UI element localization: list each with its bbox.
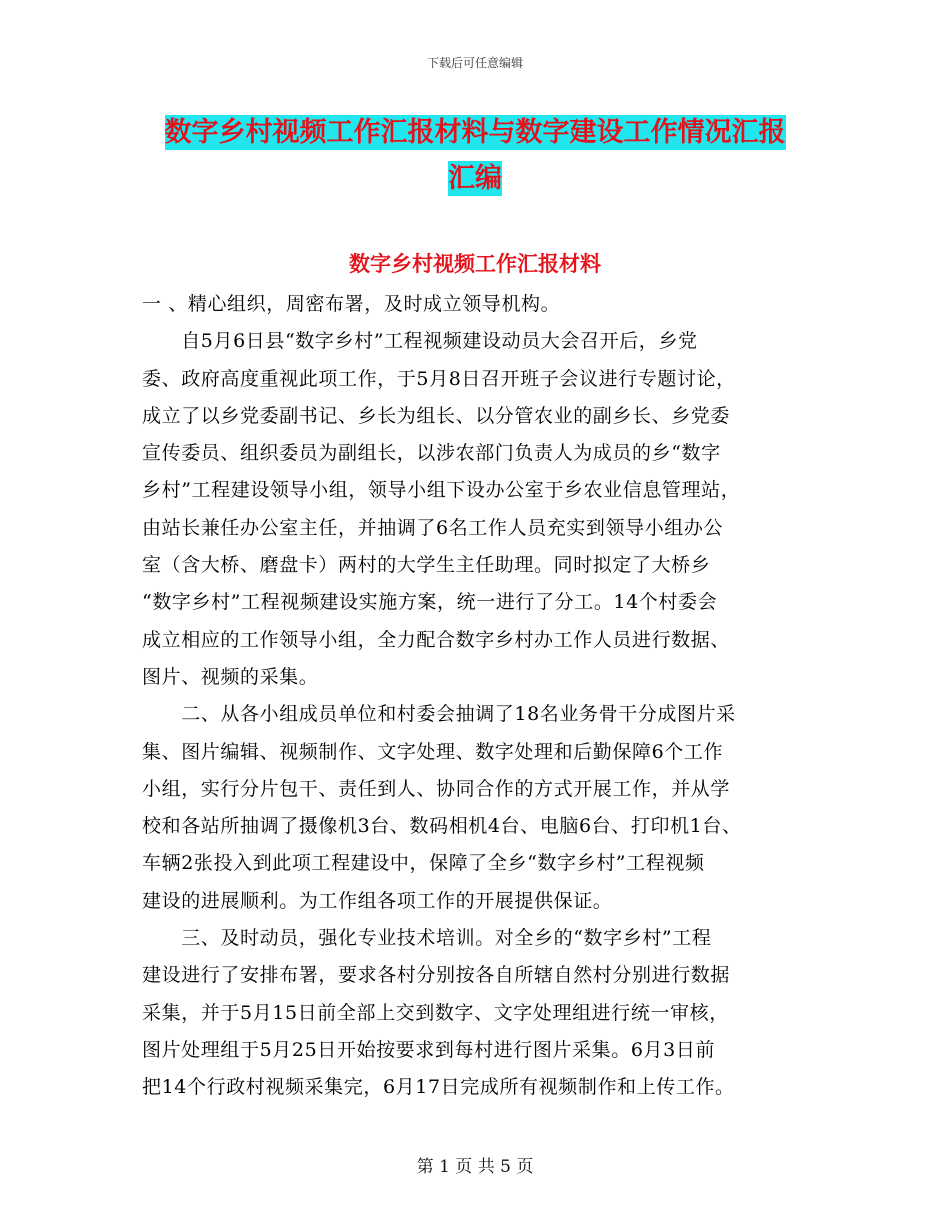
title-line-2: 汇编 bbox=[448, 163, 502, 194]
text-line: 成立了以乡党委副书记、乡长为组长、以分管农业的副乡长、乡党委 bbox=[142, 404, 731, 427]
text-line: 集、图片编辑、视频制作、文字处理、数字处理和后勤保障6个工作 bbox=[142, 740, 724, 763]
text-line: 车辆2张投入到此项工程建设中，保障了全乡“数字乡村”工程视频 bbox=[142, 852, 705, 875]
text-line: 建设的进展顺利。为工作组各项工作的开展提供保证。 bbox=[142, 889, 613, 912]
text-line: “数字乡村”工程视频建设实施方案，统一进行了分工。14个村委会 bbox=[142, 591, 718, 614]
text-line: 小组，实行分片包干、责任到人、协同合作的方式开展工作，并从学 bbox=[142, 777, 731, 800]
text-line: 采集，并于5月15日前全部上交到数字、文字处理组进行统一审核， bbox=[142, 1001, 729, 1024]
text-line: 二、从各小组成员单位和村委会抽调了18名业务骨干分成图片采 bbox=[142, 703, 736, 726]
text-line: 校和各站所抽调了摄像机3台、数码相机4台、电脑6台、打印机1台、 bbox=[142, 815, 742, 838]
text-line: 室（含大桥、磨盘卡）两村的大学生主任助理。同时拟定了大桥乡 bbox=[142, 554, 711, 577]
title-line-1: 数字乡村视频工作汇报材料与数字建设工作情况汇报 bbox=[164, 117, 786, 148]
text-line: 宣传委员、组织委员为副组长，以涉农部门负责人为成员的乡“数字 bbox=[142, 442, 721, 465]
header-note: 下载后可任意编辑 bbox=[426, 56, 523, 70]
text-line: 一 、精心组织，周密布署，及时成立领导机构。 bbox=[142, 293, 561, 315]
text-line: 建设进行了安排布署，要求各村分别按各自所辖自然村分别进行数据 bbox=[142, 964, 731, 987]
body-text bbox=[142, 286, 810, 1107]
document-title bbox=[0, 110, 950, 202]
text-line: 成立相应的工作领导小组，全力配合数字乡村办工作人员进行数据、 bbox=[142, 628, 731, 651]
text-line: 乡村”工程建设领导小组，领导小组下设办公室于乡农业信息管理站， bbox=[142, 479, 741, 502]
text-line: 自5月6日县“数字乡村”工程视频建设动员大会召开后，乡党 bbox=[142, 330, 698, 353]
page-footer: 第 1 页 共 5 页 bbox=[416, 1157, 534, 1177]
text-line: 委、政府高度重视此项工作，于5月8日召开班子会议进行专题讨论， bbox=[142, 367, 736, 390]
text-line: 图片处理组于5月25日开始按要求到每村进行图片采集。6月3日前 bbox=[142, 1038, 716, 1061]
text-line: 把14个行政村视频采集完，6月17日完成所有视频制作和上传工作。 bbox=[142, 1076, 735, 1099]
text-line: 图片、视频的采集。 bbox=[142, 665, 319, 688]
section-title: 数字乡村视频工作汇报材料 bbox=[349, 252, 601, 276]
text-line: 由站长兼任办公室主任，并抽调了6名工作人员充实到领导小组办公 bbox=[142, 516, 724, 539]
text-line: 三、及时动员，强化专业技术培训。对全乡的“数字乡村”工程 bbox=[142, 927, 712, 950]
